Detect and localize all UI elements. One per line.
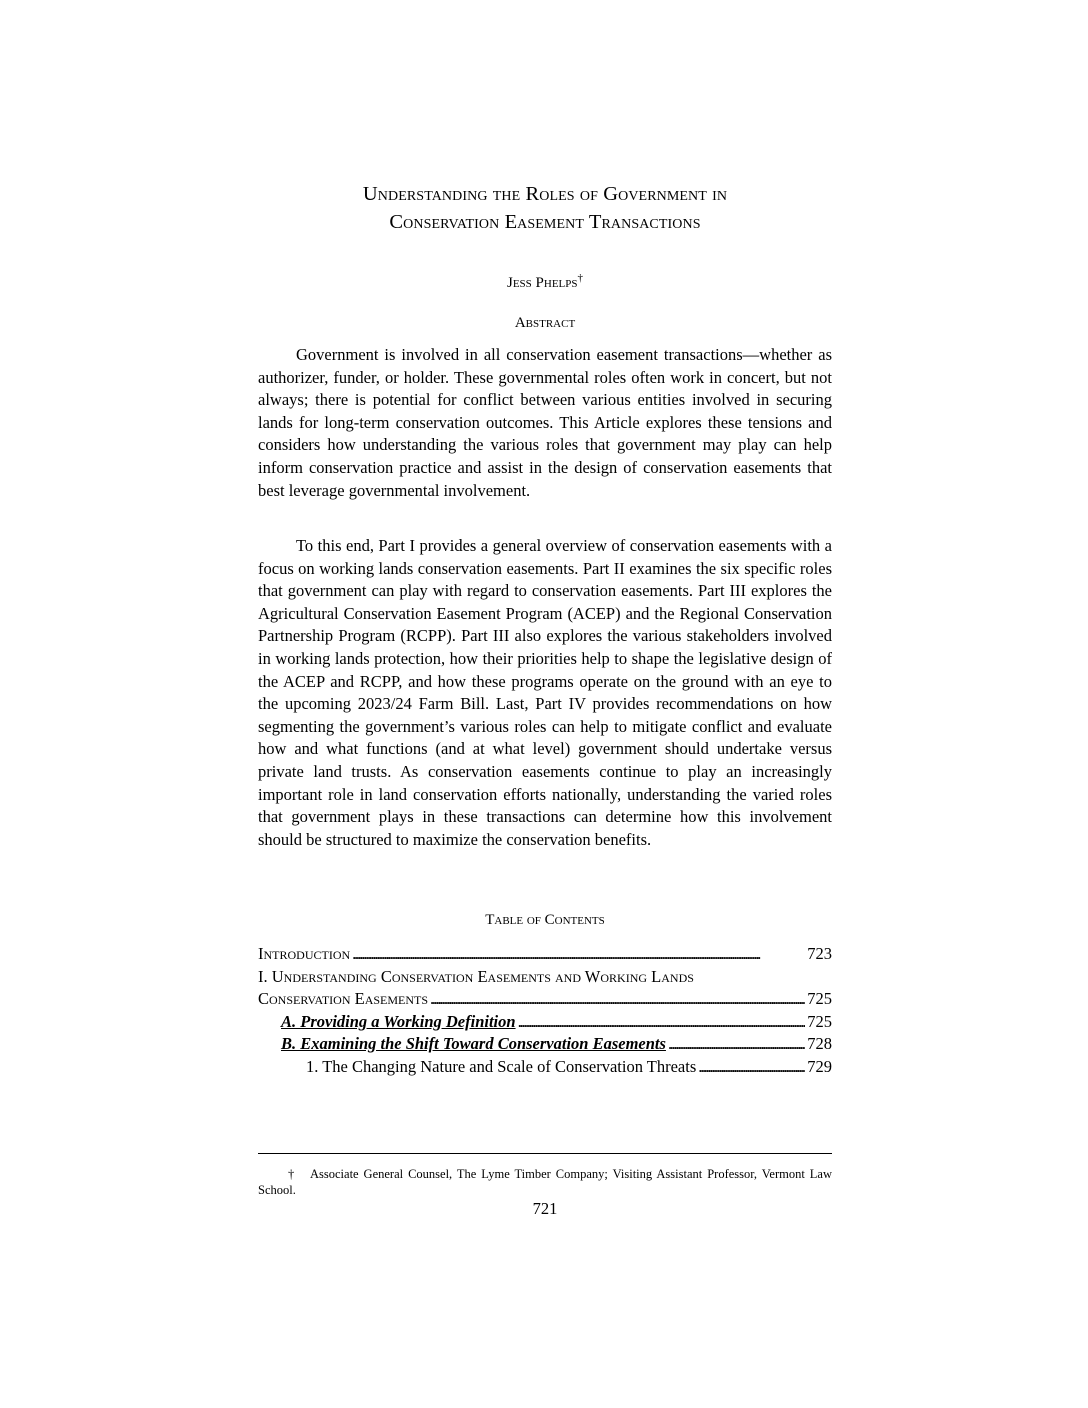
toc-entry-label: 1. The Changing Nature and Scale of Conservation Threats [306,1056,697,1076]
footnote-text: Associate General Counsel, The Lyme Timber Company; Visiting Assistant Professor, Vermont Law School. [258,1167,832,1197]
author-byline [258,268,832,293]
toc-leader-dots [668,1033,805,1056]
toc-entry-page: 723 [807,944,832,963]
toc-entry-page: 729 [807,1056,832,1076]
table-of-contents [258,943,832,1079]
toc-heading: Table of Contents [485,912,605,928]
toc-entry-label: B. Examining the Shift Toward Conservation Easements [281,1034,666,1054]
toc-entry-introduction[interactable] [258,943,832,966]
toc-leader-dots [698,1056,805,1079]
page-number: 721 [532,1199,558,1218]
author-name: Jess Phelps [506,275,578,291]
toc-entry-label: I. Understanding Conservation Easements and Working Lands [258,966,694,986]
toc-entry-page: 725 [807,1011,832,1031]
toc-entry-label: Introduction [258,944,351,963]
toc-entry-part-1[interactable] [258,966,832,989]
toc-leader-dots [352,943,805,966]
toc-entry-page: 728 [807,1034,832,1054]
footnote-divider [258,1153,832,1154]
toc-entry-1b1[interactable] [258,1056,832,1079]
author-footnote-mark[interactable]: † [577,272,583,284]
article-title [258,180,832,236]
article-title-line-2: Conservation Easement Transactions [389,211,701,233]
abstract-paragraph-2: To this end, Part I provides a general overview of conservation easements with a focus on working lands conservation easements. Part II examines the six specific roles that government can play with regard to conservation easements. Part III explores the Agricultural Conservation Easement Program (ACEP) and the Regional Conservation Partnership Program (RCPP). Part III also explores the various stakeholders involved in working lands protection, how their priorities help to shape the legislative design of the ACEP and RCPP, and how these programs operate on the ground with an eye to the upcoming 2023/24 Farm Bill. Last, Part IV provides recommendations on how segmenting the government’s various roles can help to mitigate conflict and evaluate how and what functions (and at what level) government should undertake versus private land trusts. As conservation easements continue to play an increasingly important role in land conservation efforts nationally, understanding the varied roles that government plays in these transactions can determine how this involvement should be structured to maximize the conservation benefits. [258,536,832,849]
toc-entry-part-1-continued[interactable] [258,988,832,1011]
article-title-line-1: Understanding the Roles of Government in [362,183,728,205]
footnote [258,1166,832,1198]
footnote-mark: † [288,1167,295,1181]
abstract-paragraph-1: Government is involved in all conservation easement transactions—whether as authorizer, funder, or holder. These governmental roles often work in concert, but not always; there is potential for conflict between various entities involved in securing lands for long-term conservation outcomes. This Article explores these tensions and considers how understanding the various roles that government may play can help inform conservation practice and assist in the design of conservation easements that best leverage governmental involvement. [258,345,832,500]
toc-entry-page: 725 [807,989,832,1009]
toc-entry-1a[interactable] [258,1011,832,1034]
toc-leader-dots [518,1011,806,1034]
toc-entry-label: Conservation Easements [258,989,429,1009]
toc-leader-dots [430,988,805,1011]
abstract-heading: Abstract [514,315,576,331]
toc-entry-1b[interactable] [258,1033,832,1056]
toc-entry-label: A. Providing a Working Definition [281,1011,516,1031]
